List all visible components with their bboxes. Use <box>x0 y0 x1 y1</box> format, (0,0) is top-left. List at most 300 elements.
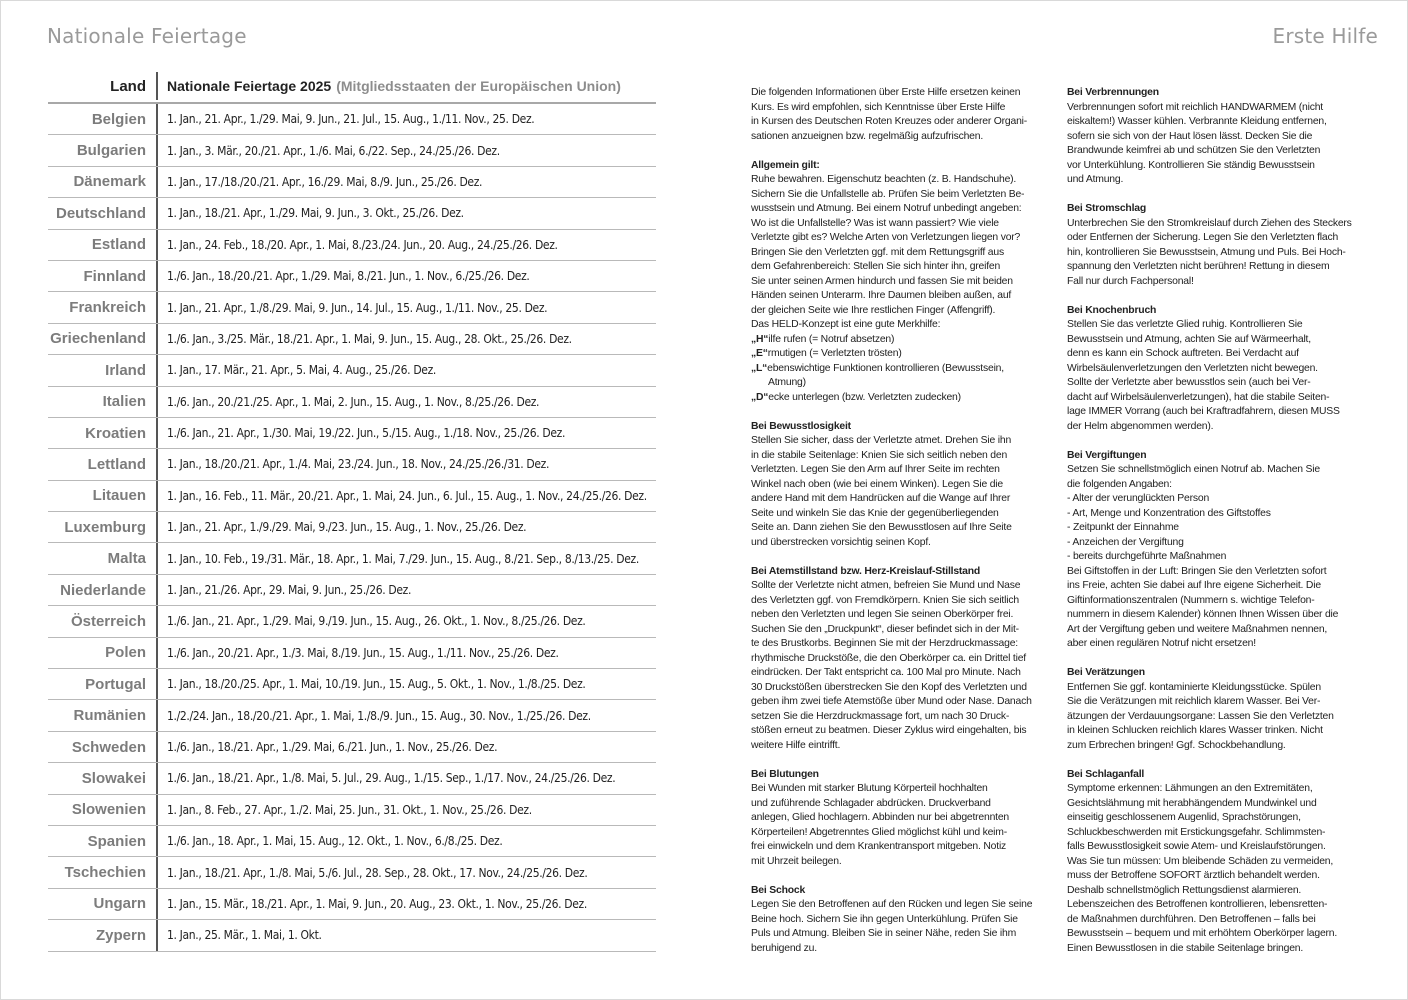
line-text: oder Entfernen der Sicherung. Legen Sie den Verletzten flach <box>1067 232 1339 243</box>
section-title: Bei Bewusstlosigkeit <box>751 420 851 432</box>
line-text: anlegen, Glied hochlagern. Abbinden nur bei abgetrennten <box>751 812 1010 823</box>
section-title: Bei Verbrennungen <box>1067 87 1159 98</box>
holiday-dates: 1. Jan., 17./18./20./21. Apr., 16./29. Mai, 8./9. Jun., 25./26. Dez. <box>167 174 483 189</box>
first-aid-section <box>751 159 1047 406</box>
holiday-dates: 1./6. Jan., 21. Apr., 1./30. Mai, 19./22. Jun., 5./15. Aug., 1./18. Nov., 25./26. Dez. <box>167 426 566 441</box>
text-line <box>751 695 1047 710</box>
line-text: sofern sie sich von der Haut lösen lässt. Decken Sie die <box>1067 130 1313 142</box>
holiday-dates: 1. Jan., 18./21. Apr., 1./29. Mai, 9. Jun., 3. Okt., 25./26. Dez. <box>167 206 464 221</box>
line-text: Seite und winkeln Sie das Knie der gegenüberliegenden <box>751 507 999 519</box>
mnemonic-letter: „L“ <box>751 362 768 374</box>
table-row <box>48 606 656 637</box>
text-line <box>1067 144 1367 159</box>
country-name: Kroatien <box>48 418 158 448</box>
text-line <box>1067 565 1367 580</box>
text-line <box>751 86 1047 101</box>
text-line <box>1067 811 1367 826</box>
table-row <box>48 198 656 229</box>
text-line <box>1067 536 1367 551</box>
text-line <box>751 608 1047 623</box>
text-line <box>751 797 1047 812</box>
first-aid-section <box>751 565 1047 754</box>
line-text: andere Hand mit dem Handrücken auf die Wange auf Ihrer <box>751 493 1011 504</box>
holiday-dates: 1. Jan., 21. Apr., 1./8./29. Mai, 9. Jun., 14. Jul., 15. Aug., 1./11. Nov., 25. Dez. <box>167 300 548 315</box>
text-line <box>1067 217 1367 232</box>
line-text: neben den Verletzten und legen Sie seinen Oberkörper frei. <box>751 609 1014 620</box>
line-text: 30 Druckstößen überstrecken Sie den Kopf des Verletzten und <box>751 681 1027 693</box>
text-line <box>1067 608 1367 623</box>
line-text: ebenswichtige Funktionen kontrollieren (Bewusstsein, <box>767 362 1004 374</box>
line-text: Schluckbeschwerden mit Erstickungsgefahr. Schlimmsten- <box>1067 826 1326 838</box>
line-text: Suchen Sie den „Druckpunkt“, dieser befindet sich in der Mit- <box>751 623 1019 635</box>
country-name: Österreich <box>48 606 158 636</box>
line-text: Unterbrechen Sie den Stromkreislauf durch Ziehen des Steckers <box>1067 217 1352 229</box>
line-text: Wirbelsäulenverletzungen den Verletzten nicht bewegen. <box>1067 362 1318 374</box>
line-text: stößen erneut zu beatmen. Dieser Zyklus wird eingehalten, bis <box>751 725 1027 736</box>
line-text: Fall nur durch Fachpersonal! <box>1067 275 1194 287</box>
first-aid-section <box>1067 449 1367 652</box>
table-row <box>48 669 656 700</box>
table-row <box>48 230 656 261</box>
line-text: geben ihm zwei tiefe Atemstöße über Mund oder Nase. Danach <box>751 696 1032 707</box>
table-row <box>48 512 656 543</box>
first-aid-section <box>1067 768 1367 957</box>
holiday-dates: 1. Jan., 21. Apr., 1./29. Mai, 9. Jun., 21. Jul., 15. Aug., 1./11. Nov., 25. Dez. <box>167 112 535 127</box>
text-line <box>751 289 1047 304</box>
text-line <box>751 594 1047 609</box>
line-text: Bewusstsein und Atmung, achten Sie auf Wärmeerhalt, <box>1067 333 1311 345</box>
first-aid-section <box>1067 202 1367 289</box>
country-name: Litauen <box>48 481 158 511</box>
table-row <box>48 104 656 135</box>
line-text: hin, kontrollieren Sie Bewusstsein, Atmung und Puls. Bei Hoch- <box>1067 246 1346 258</box>
mnemonic-letter: „E“ <box>751 348 768 359</box>
line-text: - Zeitpunkt der Einnahme <box>1067 522 1179 533</box>
section-title: Bei Blutungen <box>751 768 819 780</box>
text-line <box>1067 913 1367 928</box>
text-line <box>751 376 1047 391</box>
text-line <box>751 231 1047 246</box>
holiday-dates: 1. Jan., 17. Mär., 21. Apr., 5. Mai, 4. Aug., 25./26. Dez. <box>167 363 436 378</box>
table-body <box>48 104 656 952</box>
holiday-dates: 1./6. Jan., 18./21. Apr., 1./8. Mai, 5. Jul., 29. Aug., 1./15. Sep., 1./17. Nov., 24./25./26. Dez. <box>167 771 616 786</box>
line-text: Kurs. Es wird empfohlen, sich Kenntnisse über Erste Hilfe <box>751 101 1006 113</box>
line-text: Lebenszeichen des Betroffenen kontrollieren, lebensretten- <box>1067 899 1328 910</box>
line-text: der gleichen Seite wie Ihre restlichen Finger (Affengriff). <box>751 304 996 316</box>
holiday-dates: 1./6. Jan., 21. Apr., 1./29. Mai, 9./19. Jun., 15. Aug., 26. Okt., 1. Nov., 8./25./26. Dez. <box>167 614 586 629</box>
text-line <box>751 724 1047 739</box>
first-aid-section <box>1067 304 1367 435</box>
line-text: Legen Sie den Betroffenen auf den Rücken und legen Sie seine <box>751 899 1033 910</box>
holiday-dates: 1. Jan., 8. Feb., 27. Apr., 1./2. Mai, 25. Jun., 31. Okt., 1. Nov., 25./26. Dez. <box>167 802 532 817</box>
line-text: Bewusstsein – bequem und mit erhöhtem Oberkörper lagern. <box>1067 928 1338 939</box>
line-text: sationen anzueignen bzw. regelmäßig aufzufrischen. <box>751 130 984 142</box>
country-name: Ungarn <box>48 889 158 919</box>
first-aid-section <box>751 768 1047 870</box>
table-row <box>48 575 656 606</box>
section-title: Bei Knochenbruch <box>1067 304 1157 316</box>
country-name: Irland <box>48 355 158 385</box>
holiday-dates: 1. Jan., 16. Feb., 11. Mär., 20./21. Apr., 1. Mai, 24. Jun., 6. Jul., 15. Aug., 1. Nov., 24./25./26. Dez. <box>167 488 647 503</box>
holiday-table <box>48 76 656 952</box>
line-text: Bei Giftstoffen in der Luft: Bringen Sie den Verletzten sofort <box>1067 565 1327 577</box>
line-text: Stellen Sie sicher, dass der Verletzte atmet. Drehen Sie ihn <box>751 435 1012 446</box>
line-text: spannung den Verletzten nicht berühren! Rettung in diesem <box>1067 261 1330 272</box>
line-text: einseitig geschlossenem Augenlid, Sprachstörungen, <box>1067 812 1301 823</box>
line-text: Sichern Sie die Unfallstelle ab. Prüfen Sie beim Verletzten Be- <box>751 188 1025 200</box>
text-line <box>1067 507 1367 522</box>
section-title: Bei Atemstillstand bzw. Herz-Kreislauf-Stillstand <box>751 565 981 577</box>
text-line <box>1067 695 1367 710</box>
line-text: Winkel nach oben (wie bei einem Winken). Legen Sie die <box>751 478 1003 490</box>
section-title: Bei Verätzungen <box>1067 667 1145 678</box>
text-line <box>751 637 1047 652</box>
table-row <box>48 732 656 763</box>
text-line <box>1067 898 1367 913</box>
text-line <box>1067 376 1367 391</box>
table-row <box>48 449 656 480</box>
text-line <box>751 304 1047 319</box>
table-row <box>48 795 656 826</box>
text-line <box>1067 840 1367 855</box>
text-line <box>1067 884 1367 899</box>
text-line <box>751 391 1047 406</box>
text-line <box>1067 391 1367 406</box>
line-text: Verletzte gibt es? Welche Arten von Verletzungen liegen vor? <box>751 232 1021 243</box>
table-subtitle: (Mitgliedsstaaten der Europäischen Union) <box>336 78 621 94</box>
text-line <box>751 666 1047 681</box>
table-row <box>48 167 656 198</box>
country-name: Spanien <box>48 826 158 856</box>
text-line <box>751 347 1047 362</box>
line-text: und überstrecken vorsichtig seinen Kopf. <box>751 536 931 548</box>
text-line <box>751 710 1047 725</box>
country-name: Portugal <box>48 669 158 699</box>
text-line <box>751 492 1047 507</box>
section-title: Allgemein gilt: <box>751 159 820 171</box>
text-line <box>751 217 1047 232</box>
table-row <box>48 826 656 857</box>
line-text: - bereits durchgeführte Maßnahmen <box>1067 551 1227 562</box>
text-line <box>1067 739 1367 754</box>
text-line <box>1067 130 1367 145</box>
holiday-dates: 1. Jan., 18./21. Apr., 1./8. Mai, 5./6. Jul., 28. Sep., 28. Okt., 17. Nov., 24./25./26. Dez. <box>167 865 588 880</box>
text-line <box>1067 927 1367 942</box>
table-header <box>48 76 656 104</box>
first-aid-column-right <box>1067 86 1367 971</box>
line-text: Verbrennungen sofort mit reichlich HANDWARMEM (nicht <box>1067 101 1323 113</box>
table-row <box>48 387 656 418</box>
line-text: Körperteilen! Abgetrenntes Glied möglichst kühl und keim- <box>751 826 1008 838</box>
line-text: eiskaltem!) Wasser kühlen. Verbrannte Kleidung entfernen, <box>1067 116 1327 127</box>
table-row <box>48 700 656 731</box>
first-aid-section <box>1067 666 1367 753</box>
text-line <box>1067 594 1367 609</box>
line-text: Gesichtslähmung mit herabhängendem Mundwinkel und <box>1067 797 1317 809</box>
text-line <box>751 579 1047 594</box>
holiday-dates: 1. Jan., 24. Feb., 18./20. Apr., 1. Mai, 8./23./24. Jun., 20. Aug., 24./25./26. Dez. <box>167 237 558 252</box>
text-line <box>751 275 1047 290</box>
table-row <box>48 920 656 951</box>
line-text: Bringen Sie den Verletzten ggf. mit dem Rettungsgriff aus <box>751 246 1004 258</box>
holiday-dates: 1./6. Jan., 20./21. Apr., 1./3. Mai, 8./19. Jun., 15. Aug., 1./11. Nov., 25./26. Dez. <box>167 645 559 660</box>
holiday-dates: 1. Jan., 15. Mär., 18./21. Apr., 1. Mai, 9. Jun., 20. Aug., 23. Okt., 1. Nov., 25./26. Dez. <box>167 896 587 911</box>
table-row <box>48 418 656 449</box>
text-line <box>1067 275 1367 290</box>
line-text: in kleinen Schlucken reichlich klares Wasser trinken. Nicht <box>1067 725 1323 736</box>
text-line <box>751 130 1047 145</box>
right-page-header: Erste Hilfe <box>1272 24 1378 48</box>
line-text: Setzen Sie schnellstmöglich einen Notruf ab. Machen Sie <box>1067 464 1320 475</box>
holiday-dates: 1. Jan., 18./20./21. Apr., 1./4. Mai, 23./24. Jun., 18. Nov., 24./25./26./31. Dez. <box>167 457 550 472</box>
text-line <box>1067 173 1367 188</box>
line-text: Bei Wunden mit starker Blutung Körperteil hochhalten <box>751 783 988 794</box>
holiday-dates: 1. Jan., 21. Apr., 1./9./29. Mai, 9./23. Jun., 15. Aug., 1. Nov., 25./26. Dez. <box>167 520 527 535</box>
holiday-dates: 1./6. Jan., 18./20./21. Apr., 1./29. Mai, 8./21. Jun., 1. Nov., 6./25./26. Dez. <box>167 269 530 284</box>
text-line <box>751 478 1047 493</box>
text-line <box>751 739 1047 754</box>
text-line <box>751 260 1047 275</box>
text-line <box>1067 855 1367 870</box>
line-text: frei einwickeln und dem Krankentransport mitgeben. Notiz <box>751 841 1007 852</box>
table-title: Nationale Feiertage 2025 <box>167 78 332 94</box>
line-text: des Verletzten ggf. von Fremdkörpern. Knien Sie sich seitlich <box>751 594 1019 606</box>
column-header-land: Land <box>48 72 158 100</box>
line-text: mit Uhrzeit beilegen. <box>751 855 842 867</box>
text-line <box>751 188 1047 203</box>
line-text: zum Erbrechen bringen! Ggf. Schockbehandlung. <box>1067 739 1286 751</box>
holiday-dates: 1. Jan., 25. Mär., 1. Mai, 1. Okt. <box>167 928 322 943</box>
line-text: Ruhe bewahren. Eigenschutz beachten (z. B. Handschuhe). <box>751 174 1017 185</box>
text-line <box>1067 463 1367 478</box>
line-text: Verletzten. Legen Sie den Arm auf Ihrer Seite im rechten <box>751 464 1000 475</box>
holiday-dates: 1./6. Jan., 18. Apr., 1. Mai, 15. Aug., 12. Okt., 1. Nov., 6./8./25. Dez. <box>167 834 503 849</box>
text-line <box>751 173 1047 188</box>
table-row <box>48 135 656 166</box>
text-line <box>751 913 1047 928</box>
text-line <box>751 434 1047 449</box>
line-text: - Art, Menge und Konzentration des Giftstoffes <box>1067 507 1271 519</box>
text-line <box>1067 637 1367 652</box>
text-line <box>1067 246 1367 261</box>
country-name: Finnland <box>48 261 158 291</box>
table-row <box>48 638 656 669</box>
line-text: de Maßnahmen durchführen. Den Betroffenen – falls bei <box>1067 913 1316 925</box>
table-row <box>48 763 656 794</box>
text-line <box>1067 623 1367 638</box>
text-line <box>1067 492 1367 507</box>
line-text: Sie die Verätzungen mit reichlich klarem Wasser. Bei Ver- <box>1067 696 1321 707</box>
line-text: Deshalb schnellstmöglich Rettungsdienst alarmieren. <box>1067 884 1302 896</box>
text-line <box>1067 405 1367 420</box>
table-row <box>48 355 656 386</box>
first-aid-section <box>751 86 1047 144</box>
holiday-dates: 1./6. Jan., 20./21./25. Apr., 1. Mai, 2. Jun., 15. Aug., 1. Nov., 8./25./26. Dez. <box>167 394 540 409</box>
country-name: Belgien <box>48 104 158 134</box>
line-text: und Atmung. <box>1067 174 1124 185</box>
table-row <box>48 889 656 920</box>
text-line <box>751 826 1047 841</box>
first-aid-section <box>1067 86 1367 188</box>
table-row <box>48 292 656 323</box>
line-text: te des Brustkorbs. Beginnen Sie mit der Herzdruckmassage: <box>751 638 1018 649</box>
line-text: ins Freie, achten Sie dabei auf Ihre eigene Sicherheit. Die <box>1067 580 1321 591</box>
holiday-dates: 1. Jan., 18./20./25. Apr., 1. Mai, 10./19. Jun., 15. Aug., 5. Okt., 1. Nov., 1./8./25. Dez. <box>167 677 586 692</box>
text-line <box>1067 478 1367 493</box>
country-name: Rumänien <box>48 700 158 730</box>
text-line <box>751 521 1047 536</box>
line-text: denn es kann ein Schock auftreten. Bei Verdacht auf <box>1067 348 1299 359</box>
country-name: Schweden <box>48 732 158 762</box>
section-title: Bei Vergiftungen <box>1067 449 1147 461</box>
text-line <box>751 681 1047 696</box>
first-aid-section <box>751 884 1047 957</box>
line-text: Entfernen Sie ggf. kontaminierte Kleidungsstücke. Spülen <box>1067 681 1321 693</box>
line-text: lage IMMER Vorrang (auch bei Kraftradfahrern, diesen MUSS <box>1067 406 1340 417</box>
text-line <box>1067 797 1367 812</box>
text-line <box>751 782 1047 797</box>
text-line <box>1067 942 1367 957</box>
country-name: Griechenland <box>48 324 158 354</box>
mnemonic-letter: „H“ <box>751 333 769 345</box>
text-line <box>1067 231 1367 246</box>
country-name: Tschechien <box>48 857 158 887</box>
line-text: Symptome erkennen: Lähmungen an den Extremitäten, <box>1067 783 1313 794</box>
line-text: Stellen Sie das verletzte Glied ruhig. Kontrollieren Sie <box>1067 319 1303 330</box>
line-text: in Kursen des Deutschen Roten Kreuzes oder anderer Organi- <box>751 116 1028 127</box>
line-text: die folgenden Angaben: <box>1067 478 1172 490</box>
text-line <box>751 898 1047 913</box>
line-text: falls Bewusstlosigkeit sowie Atem- und Kreislaufstörungen. <box>1067 841 1326 852</box>
country-name: Niederlande <box>48 575 158 605</box>
text-line <box>751 449 1047 464</box>
text-line <box>751 101 1047 116</box>
country-name: Frankreich <box>48 292 158 322</box>
country-name: Slowakei <box>48 763 158 793</box>
line-text: in die stabile Seitenlage: Knien Sie sich seitlich neben den <box>751 449 1008 461</box>
line-text: Das HELD-Konzept ist eine gute Merkhilfe: <box>751 319 941 330</box>
line-text: muss der Betroffene SOFORT ärztlich behandelt werden. <box>1067 870 1320 881</box>
text-line <box>1067 550 1367 565</box>
first-aid-section <box>751 420 1047 551</box>
left-page-header: Nationale Feiertage <box>47 24 247 48</box>
text-line <box>751 855 1047 870</box>
text-line <box>751 652 1047 667</box>
line-text: ätzungen der Verdauungsorgane: Lassen Sie den Verletzten <box>1067 710 1334 722</box>
text-line <box>751 536 1047 551</box>
text-line <box>751 811 1047 826</box>
column-header-holidays <box>158 72 621 100</box>
text-line <box>1067 724 1367 739</box>
text-line <box>751 333 1047 348</box>
country-name: Deutschland <box>48 198 158 228</box>
section-title: Bei Schlaganfall <box>1067 768 1145 780</box>
country-name: Polen <box>48 638 158 668</box>
text-line <box>751 318 1047 333</box>
text-line <box>751 507 1047 522</box>
line-text: setzen Sie die Herzdruckmassage fort, um nach 30 Druck- <box>751 710 1010 722</box>
line-text: dacht auf Wirbelsäulenverletzungen), hat die stabile Seiten- <box>1067 391 1330 403</box>
country-name: Lettland <box>48 449 158 479</box>
country-name: Estland <box>48 230 158 260</box>
text-line <box>751 840 1047 855</box>
country-name: Luxemburg <box>48 512 158 542</box>
line-text: Wo ist die Unfallstelle? Was ist wann passiert? Wie viele <box>751 217 999 229</box>
line-text: Einen Bewusstlosen in die stabile Seitenlage bringen. <box>1067 942 1304 954</box>
holiday-dates: 1. Jan., 3. Mär., 20./21. Apr., 1./6. Mai, 6./22. Sep., 24./25./26. Dez. <box>167 143 500 158</box>
table-row <box>48 261 656 292</box>
text-line <box>751 942 1047 957</box>
mnemonic-letter: „D“ <box>751 391 769 403</box>
line-text: - Alter der verunglückten Person <box>1067 493 1210 504</box>
holiday-dates: 1./6. Jan., 18./21. Apr., 1./29. Mai, 6./21. Jun., 1. Nov., 25./26. Dez. <box>167 740 498 754</box>
text-line <box>1067 115 1367 130</box>
line-text: Art der Vergiftung geben und weitere Maßnahmen nennen, <box>1067 623 1328 635</box>
line-text: ilfe rufen (= Notruf absetzen) <box>768 333 895 345</box>
holiday-dates: 1./2./24. Jan., 18./20./21. Apr., 1. Mai, 1./8./9. Jun., 15. Aug., 30. Nov., 1./25./26. Dez. <box>167 708 591 723</box>
section-title: Bei Stromschlag <box>1067 203 1146 214</box>
line-text: weitere Hilfe eintrifft. <box>751 739 841 751</box>
line-text: Sie unter seinen Armen hindurch und fassen Sie mit beiden <box>751 275 1013 287</box>
line-text: - Anzeichen der Vergiftung <box>1067 536 1184 548</box>
table-row <box>48 481 656 512</box>
text-line <box>1067 521 1367 536</box>
line-text: Seite an. Dann ziehen Sie den Bewusstlosen auf Ihre Seite <box>751 522 1012 533</box>
line-text: Beine hoch. Sichern Sie ihn gegen Unterkühlung. Prüfen Sie <box>751 913 1018 925</box>
text-line <box>751 927 1047 942</box>
line-text: vor Unterkühlung. Kontrollieren Sie ständig Bewusstsein <box>1067 159 1315 171</box>
text-line <box>751 246 1047 261</box>
line-text: Giftinformationszentralen (Nummern s. wichtige Telefon- <box>1067 594 1315 606</box>
line-text: Händen seinen Unterarm. Ihre Daumen bleiben außen, auf <box>751 290 1012 301</box>
section-title: Bei Schock <box>751 884 806 896</box>
text-line <box>1067 159 1367 174</box>
line-text: aber einen regulären Notruf nicht ersetzen! <box>1067 638 1256 649</box>
holiday-dates: 1. Jan., 21./26. Apr., 29. Mai, 9. Jun., 25./26. Dez. <box>167 583 412 598</box>
line-text: der Helm abgenommen werden). <box>1067 420 1214 432</box>
text-line <box>1067 101 1367 116</box>
text-line <box>751 115 1047 130</box>
line-text: Atmung) <box>768 377 806 388</box>
table-row <box>48 857 656 888</box>
text-line <box>751 362 1047 377</box>
line-text: Die folgenden Informationen über Erste Hilfe ersetzen keinen <box>751 87 1021 98</box>
country-name: Slowenien <box>48 795 158 825</box>
holiday-dates: 1. Jan., 10. Feb., 19./31. Mär., 18. Apr., 1. Mai, 7./29. Jun., 15. Aug., 8./21. Sep., 8./13./25. Dez. <box>167 551 639 566</box>
line-text: Brandwunde keimfrei ab und schützen Sie den Verletzten <box>1067 145 1321 156</box>
country-name: Malta <box>48 543 158 573</box>
text-line <box>751 202 1047 217</box>
line-text: Puls und Atmung. Bleiben Sie in seiner Nähe, reden Sie ihm <box>751 928 1017 939</box>
line-text: eindrücken. Der Takt entspricht ca. 100 Mal pro Minute. Nach <box>751 667 1021 678</box>
holiday-dates: 1./6. Jan., 3./25. Mär., 18./21. Apr., 1. Mai, 9. Jun., 15. Aug., 28. Okt., 25./26. Dez. <box>167 331 572 346</box>
text-line <box>1067 318 1367 333</box>
text-line <box>751 623 1047 638</box>
text-line <box>1067 710 1367 725</box>
country-name: Dänemark <box>48 167 158 197</box>
country-name: Bulgarien <box>48 135 158 165</box>
text-line <box>1067 681 1367 696</box>
country-name: Zypern <box>48 920 158 950</box>
text-line <box>1067 362 1367 377</box>
table-row <box>48 324 656 355</box>
text-line <box>1067 826 1367 841</box>
line-text: nummern in diesem Kalender) können Ihnen Wissen über die <box>1067 609 1339 620</box>
text-line <box>1067 347 1367 362</box>
text-line <box>1067 869 1367 884</box>
line-text: und zuführende Schlagader abdrücken. Druckverband <box>751 797 991 809</box>
text-line <box>1067 782 1367 797</box>
